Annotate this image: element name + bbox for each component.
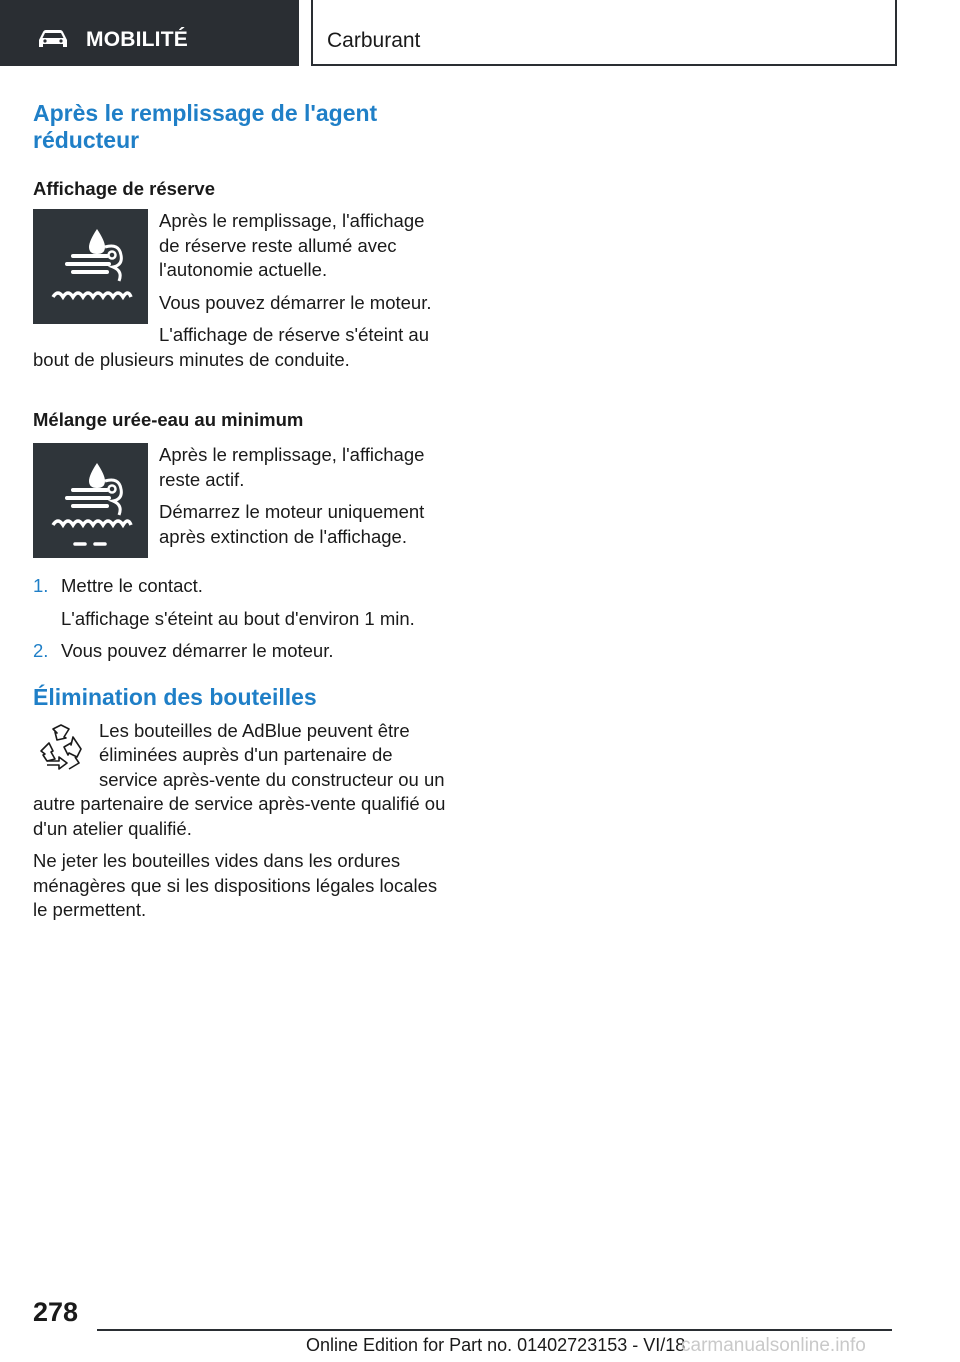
step-number: 2.: [33, 640, 49, 661]
list-item: [33, 639, 448, 664]
adblue-minimum-icon: [33, 443, 148, 558]
header-chapter-box: [311, 0, 897, 66]
reserve-paragraph-1: Après le remplissage, l'affichage de réserve reste allumé avec l'autonomie actuelle.: [159, 210, 425, 280]
footer-rule: [97, 1329, 892, 1331]
main-content: [33, 100, 448, 923]
disposal-block: [33, 719, 448, 923]
edition-text: Online Edition for Part no. 01402723153 - VI/18: [306, 1335, 686, 1355]
header-section-tab: [0, 0, 299, 66]
reserve-block: [33, 209, 448, 372]
section-label: MOBILITÉ: [86, 28, 188, 51]
step-text: Vous pouvez démarrer le moteur.: [61, 640, 334, 661]
adblue-reserve-icon: [33, 209, 148, 324]
disposal-heading: Élimination des bouteilles: [33, 683, 317, 710]
minimum-heading: Mélange urée-eau au minimum: [33, 409, 304, 430]
reserve-paragraph-3: L'affichage de réserve s'éteint au bout de plusieurs minutes de conduite.: [33, 324, 430, 370]
step-number: 1.: [33, 575, 49, 596]
minimum-paragraph-1: Après le remplissage, l'affichage reste actif.: [159, 444, 425, 490]
step-note: L'affichage s'éteint au bout d'environ 1 min.: [61, 607, 415, 629]
watermark: carmanualsonline.info: [681, 1335, 866, 1356]
list-item: [33, 574, 448, 631]
recycle-icon: [33, 721, 89, 777]
reserve-heading: Affichage de réserve: [33, 178, 216, 199]
step-text: Mettre le contact.: [61, 575, 203, 596]
minimum-paragraph-2: Démarrez le moteur uniquement après extinction de l'affichage.: [159, 501, 425, 547]
car-icon: [36, 28, 70, 50]
section-heading: Après le remplissage de l'agent réducteur: [33, 100, 378, 153]
minimum-block: [33, 443, 448, 562]
step-list: [33, 574, 448, 664]
disposal-paragraph-2: Ne jeter les bouteilles vides dans les ordures ménagères que si les dispositions légales locales le permettent.: [33, 850, 438, 920]
page-number: 278: [33, 1297, 79, 1327]
disposal-paragraph-1: Les bouteilles de AdBlue peuvent être éliminées auprès d'un partenaire de service après-vente du constructeur ou un autre partenaire de service après-vente qualifié ou d'un atelier qualifié.: [33, 719, 446, 839]
reserve-paragraph-2: Vous pouvez démarrer le moteur.: [159, 291, 432, 313]
chapter-label: Carburant: [327, 29, 421, 52]
